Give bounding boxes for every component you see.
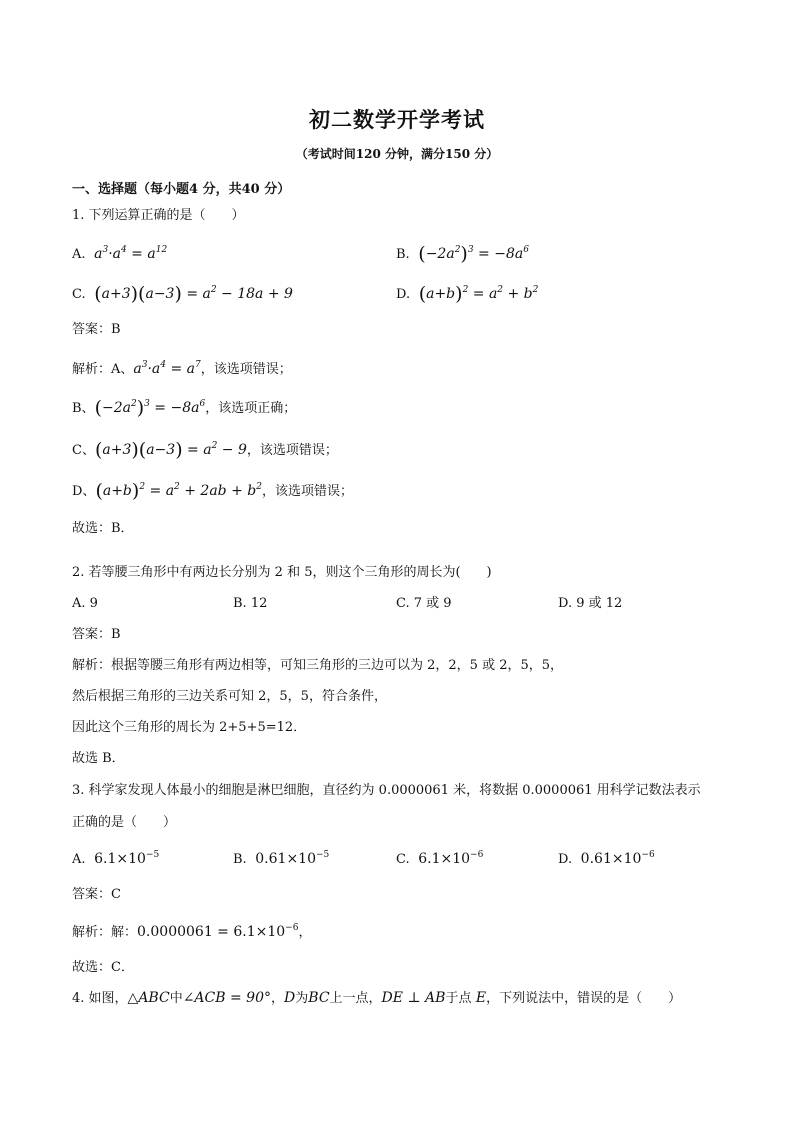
math-expression: $a^3\cdot a^4 = a^7$: [133, 360, 201, 377]
q3-conclusion: 故选：C．: [72, 960, 134, 975]
q2-option-d: D. 9 或 12: [558, 596, 623, 611]
option-label: D.: [558, 852, 573, 867]
q1-stem: 1. 下列运算正确的是（ ）: [72, 208, 245, 223]
q2-option-b: B. 12: [233, 596, 268, 611]
stem-text: 中: [169, 991, 183, 1006]
option-label: B.: [233, 852, 247, 867]
math-expression: $(-2a^2)^3 = -8a^6$: [94, 397, 206, 419]
explanation-prefix: 解析：解：: [72, 925, 138, 940]
explanation-prefix: 解析：A、: [72, 362, 134, 377]
stem-text: 上一点，: [329, 991, 382, 1006]
explanation-suffix: ，该选项错误；: [200, 362, 292, 377]
q1-explanation-d: [72, 482, 353, 501]
math-expression: $(a+3)(a-3) = a^2 - 18a + 9$: [94, 283, 293, 305]
math-expression: ∠ACB = 90°: [182, 990, 271, 1006]
math-expression: E: [471, 990, 487, 1006]
q2-explanation-2: 然后根据三角形的三边关系可知 2，5，5，符合条件，: [72, 689, 387, 704]
explanation-suffix: ，: [298, 925, 312, 940]
explanation-suffix: ，该选项错误；: [261, 484, 353, 499]
math-expression: $0.0000061 = 6.1\times 10^{-6}$: [137, 923, 299, 940]
q1-option-a: [72, 245, 167, 264]
option-label: C.: [72, 287, 86, 302]
q2-conclusion: 故选 B．: [72, 751, 125, 766]
q1-option-c: [72, 285, 293, 304]
q1-answer: 答案：B: [72, 322, 121, 337]
option-label: A.: [72, 852, 86, 867]
q1-option-d: [396, 285, 538, 304]
q2-stem: 2. 若等腰三角形中有两边长分别为 2 和 5，则这个三角形的周长为( ): [72, 565, 492, 580]
q4-stem: [72, 989, 681, 1008]
section-heading: 一、选择题（每小题4 分，共40 分）: [72, 182, 291, 197]
q3-answer: 答案：C: [72, 887, 121, 902]
explanation-suffix: ，该选项错误；: [246, 443, 338, 458]
stem-text: 为: [295, 991, 309, 1006]
q1-option-b: [396, 245, 529, 264]
page-title: 初二数学开学考试: [309, 107, 485, 132]
q3-option-c: [396, 850, 483, 869]
math-expression: DE ⊥ AB: [381, 990, 446, 1006]
math-expression: $a^3\cdot a^4 = a^{12}$: [89, 245, 168, 262]
option-label: C.: [396, 852, 410, 867]
q3-option-a: [72, 850, 159, 869]
math-expression: $6.1\times 10^{-6}$: [413, 850, 484, 867]
math-expression: $(a+3)(a-3) = a^2 - 9$: [94, 439, 247, 461]
q2-explanation-3: 因此这个三角形的周长为 2+5+5=12．: [72, 720, 307, 735]
q2-answer: 答案：B: [72, 627, 121, 642]
q1-explanation-b: [72, 399, 296, 418]
q1-explanation-c: [72, 441, 338, 460]
math-expression: $(a+b)^2 = a^2 + 2ab + b^2$: [95, 480, 262, 502]
explanation-suffix: ，该选项正确；: [205, 401, 297, 416]
stem-text: 于点: [445, 991, 472, 1006]
q2-explanation-1: 解析：根据等腰三角形有两边相等，可知三角形的三边可以为 2，2，5 或 2，5，5，: [72, 658, 564, 673]
explanation-prefix: B、: [72, 401, 95, 416]
q3-explanation: [72, 923, 311, 942]
q2-option-a: A. 9: [72, 596, 98, 611]
q3-stem-line1: 3. 科学家发现人体最小的细胞是淋巴细胞，直径约为 0.0000061 米，将数据 0.0000061 用科学记数法表示: [72, 783, 701, 798]
math-expression: $0.61\times 10^{-6}$: [576, 850, 655, 867]
q1-conclusion: 故选：B．: [72, 521, 134, 536]
q1-explanation-a: [72, 360, 292, 379]
option-label: A.: [72, 247, 86, 262]
stem-text: ，下列说法中，错误的是（ ）: [486, 991, 682, 1006]
math-expression: $0.61\times 10^{-5}$: [250, 850, 330, 867]
stem-text: 4. 如图，: [72, 991, 128, 1006]
option-label: B.: [396, 247, 410, 262]
math-expression: BC: [308, 990, 330, 1006]
stem-text: ，: [271, 991, 285, 1006]
math-expression: △ABC: [127, 990, 170, 1006]
explanation-prefix: D、: [72, 484, 96, 499]
math-expression: $(a+b)^2 = a^2 + b^2$: [418, 283, 539, 305]
explanation-prefix: C、: [72, 443, 95, 458]
q2-option-c: C. 7 或 9: [396, 596, 452, 611]
math-expression: $6.1\times 10^{-5}$: [89, 850, 160, 867]
math-expression: D: [284, 990, 296, 1006]
exam-info: （考试时间120 分钟，满分150 分）: [295, 147, 499, 161]
math-expression: $(-2a^2)^3 = -8a^6$: [418, 243, 529, 265]
option-label: D.: [396, 287, 411, 302]
q3-option-b: [233, 850, 329, 869]
q3-stem-line2: 正确的是（ ）: [72, 815, 177, 830]
q3-option-d: [558, 850, 655, 869]
